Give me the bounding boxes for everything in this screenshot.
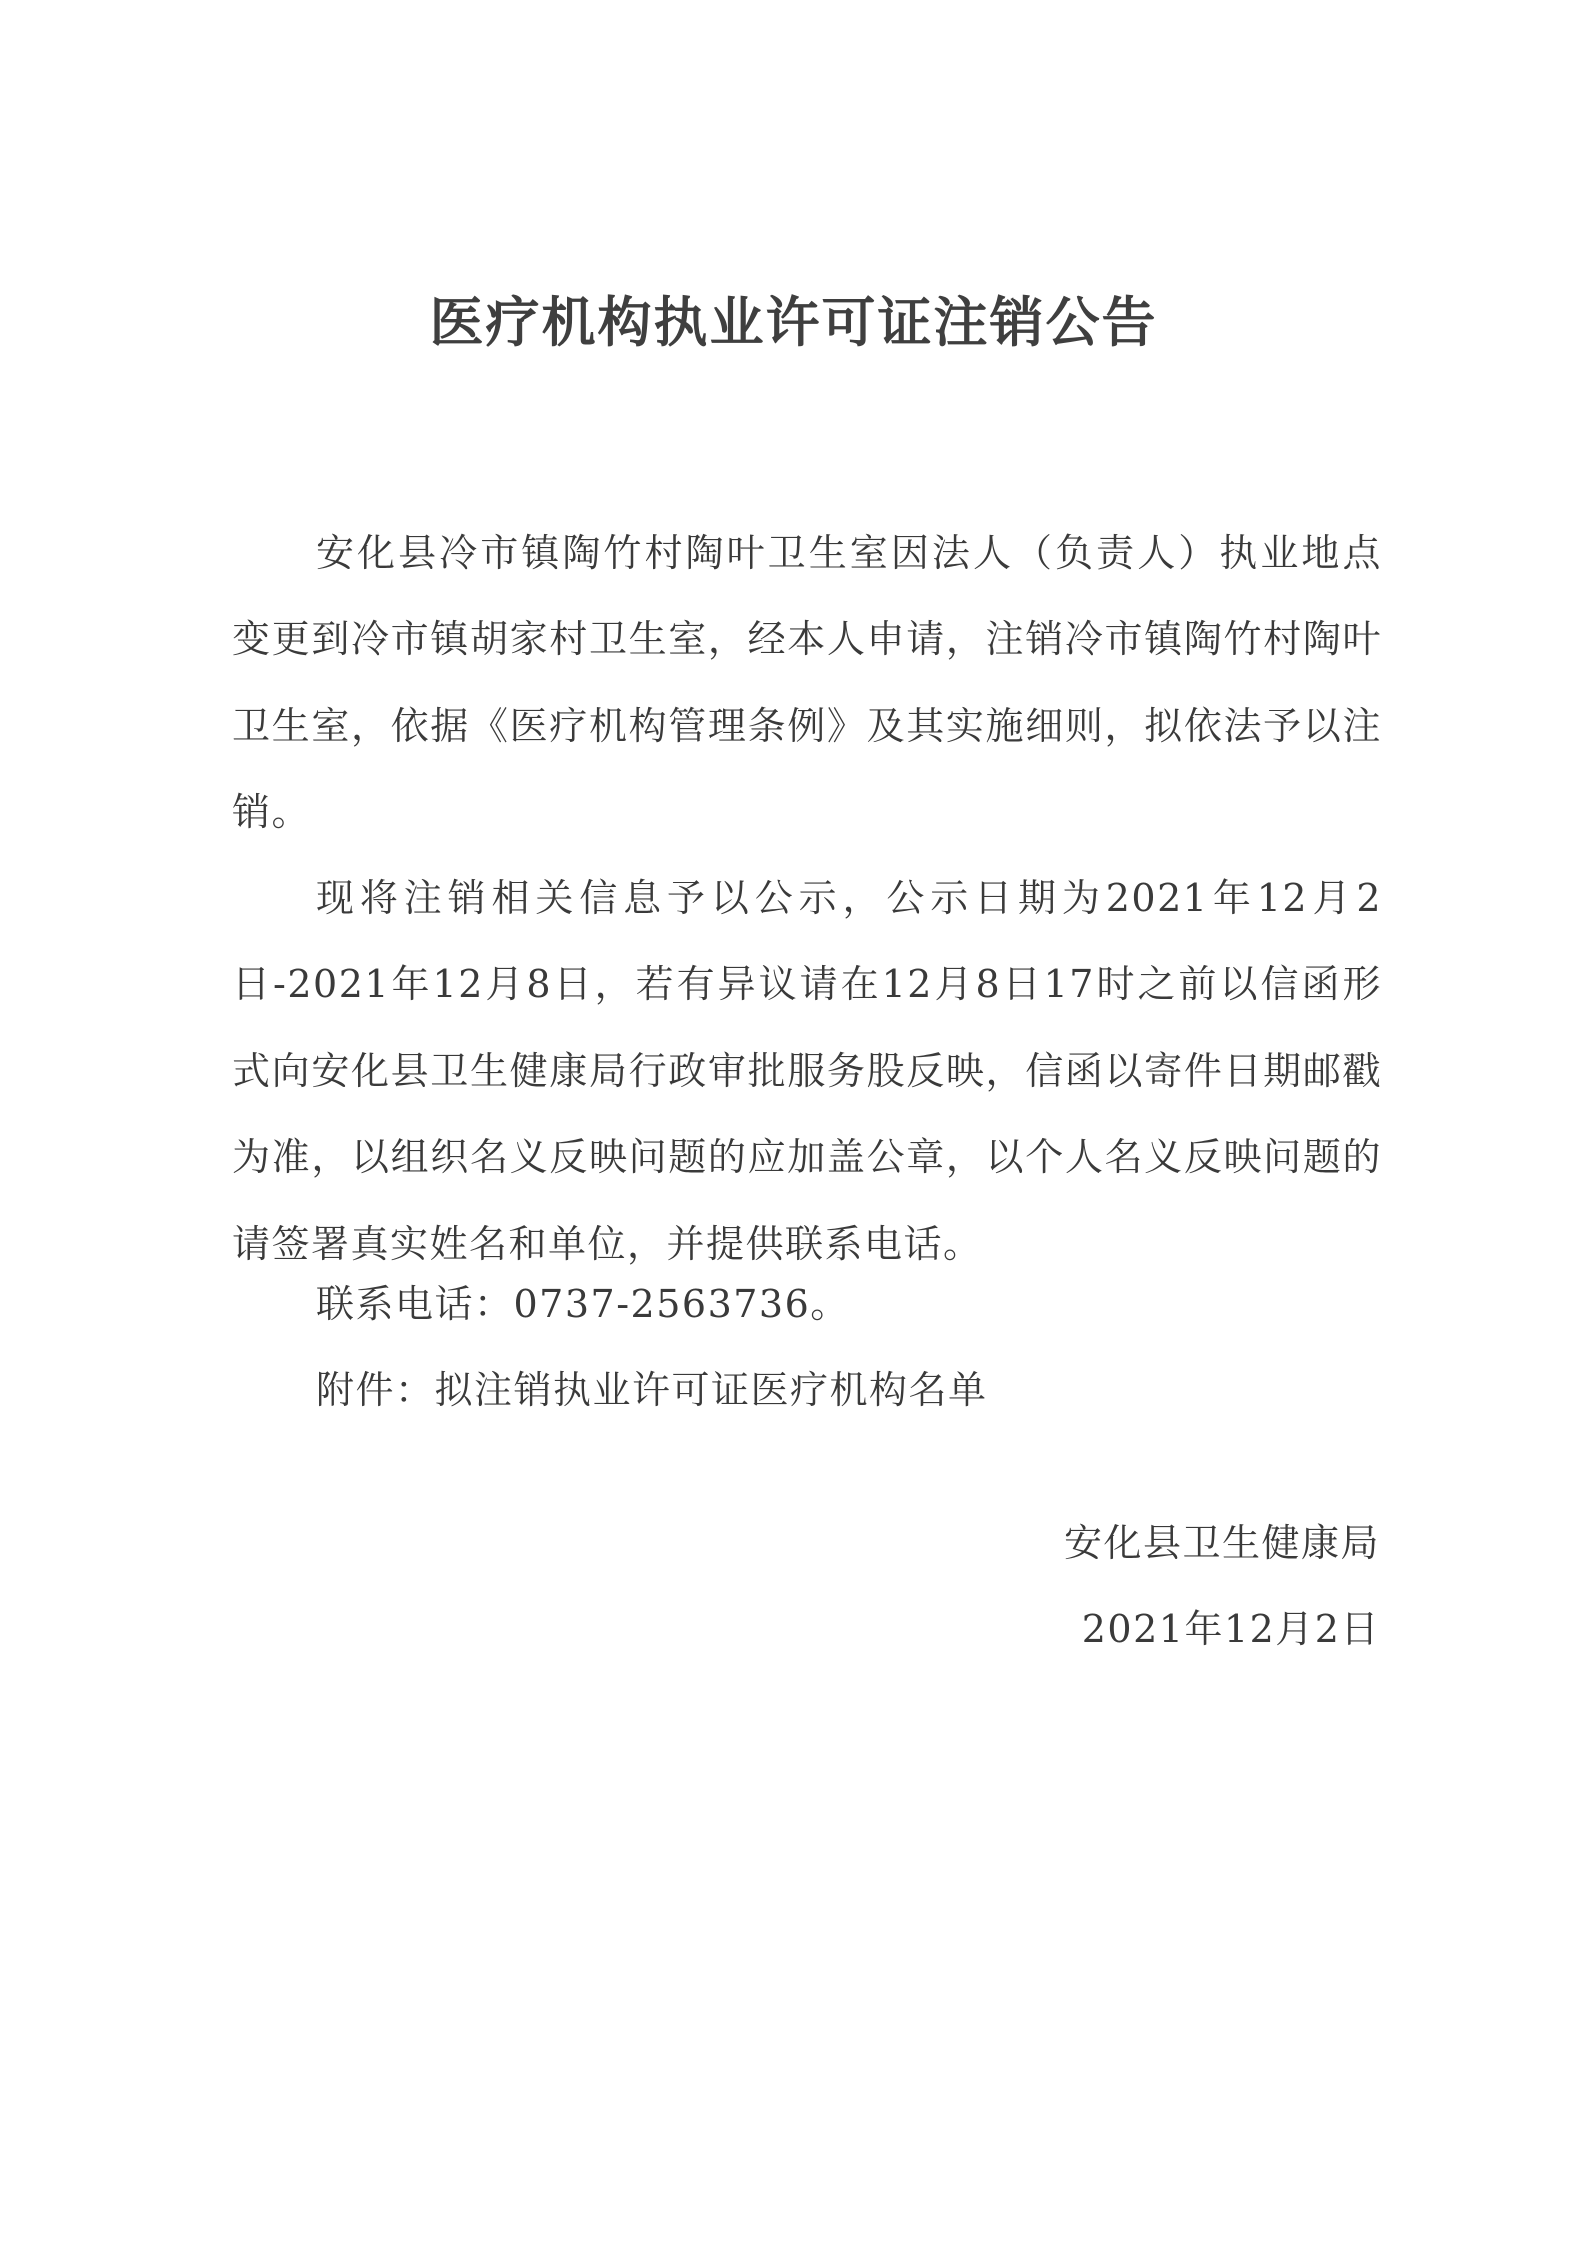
document-title: 医疗机构执业许可证注销公告 — [429, 291, 1158, 354]
body-paragraph-publicity-notice: 现将注销相关信息予以公示，公示日期为2021年12月2日-2021年12月8日，若有异议请在12月8日17时之前以信函形式向安化县卫生健康局行政审批服务股反映，信函以寄件日期邮戳为准，以组织名义反映问题的应加盖公章，以个人名义反映问题的请签署真实姓名和单位，并提供联系电话。 — [232, 876, 1382, 1266]
contact-phone-line: 联系电话：0737-2563736。 — [316, 1282, 850, 1326]
signature-date: 2021年12月2日 — [1081, 1607, 1380, 1651]
signature-organization: 安化县卫生健康局 — [1063, 1521, 1380, 1565]
attachment-line: 附件：拟注销执业许可证医疗机构名单 — [316, 1368, 988, 1412]
body-paragraph-cancellation-reason: 安化县冷市镇陶竹村陶叶卫生室因法人（负责人）执业地点变更到冷市镇胡家村卫生室，经本人申请，注销冷市镇陶竹村陶叶卫生室，依据《医疗机构管理条例》及其实施细则，拟依法予以注销。 — [232, 531, 1382, 835]
